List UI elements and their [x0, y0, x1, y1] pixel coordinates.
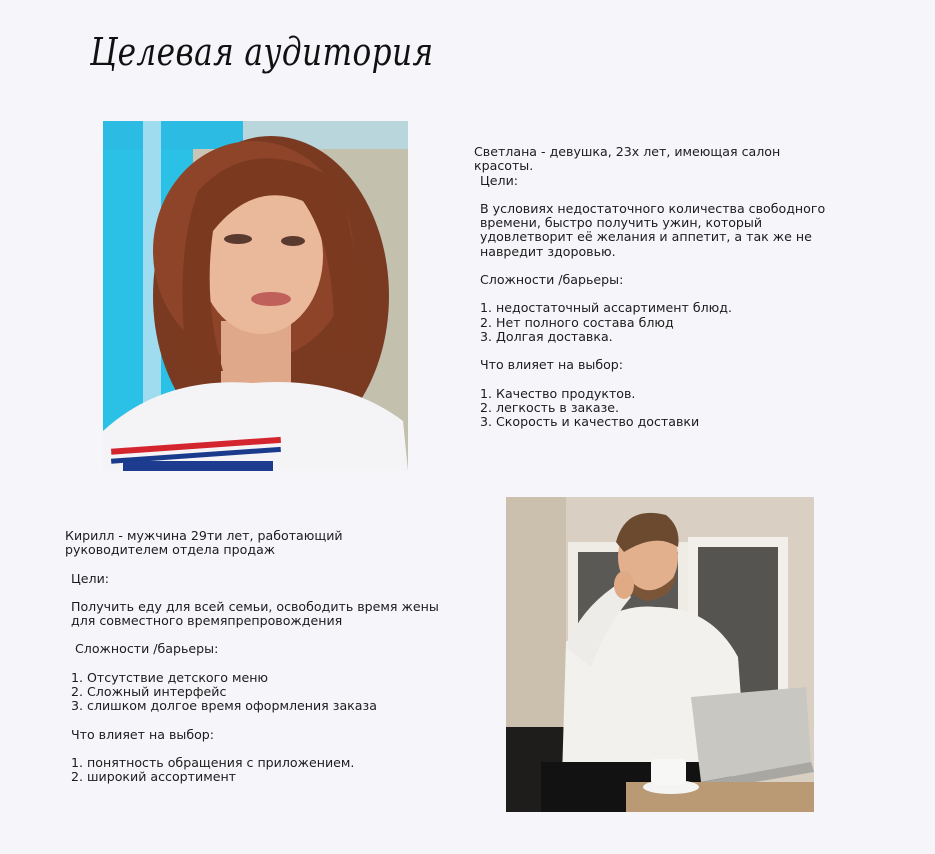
persona-1-factor-item: 1. Качество продуктов.	[480, 385, 636, 401]
persona-2-barrier-item: 1. Отсутствие детского меню	[71, 669, 269, 685]
persona-1-goals-line: навредит здоровью.	[480, 243, 616, 259]
persona-1-barrier-item: 3. Долгая доставка.	[480, 328, 613, 344]
persona-1-barrier-item: 2. Нет полного состава блюд	[480, 314, 674, 330]
persona-1-factor-item: 3. Скорость и качество доставки	[480, 414, 700, 430]
persona-2-barrier-item: 2. Сложный интерфейс	[71, 684, 227, 700]
persona-2-goals-heading: Цели:	[71, 570, 110, 586]
persona-1-factors-heading: Что влияет на выбор:	[480, 357, 624, 373]
persona-1-factor-item: 2. легкость в заказе.	[480, 399, 620, 415]
persona-1-barriers-heading: Сложности /барьеры:	[480, 272, 624, 288]
persona-photo-woman	[103, 121, 408, 471]
persona-2-factors-heading: Что влияет на выбор:	[71, 726, 215, 742]
persona-1-goals-line: В условиях недостаточного количества свободного	[480, 200, 826, 216]
persona-2-factor-item: 1. понятность обращения с приложением.	[71, 754, 355, 770]
persona-2-barriers-heading: Сложности /барьеры:	[75, 641, 219, 657]
persona-1-goals-line: удовлетворит её желания и аппетит, а так же не	[480, 229, 812, 245]
persona-1-intro-line: Светлана - девушка, 23х лет, имеющая салон	[474, 144, 781, 159]
persona-2-intro-line: руководителем отдела продаж	[65, 542, 276, 558]
persona-2-barrier-item: 3. слишком долгое время оформления заказа	[71, 698, 377, 714]
persona-2-intro-line: Кирилл - мужчина 29ти лет, работающий	[65, 528, 343, 543]
persona-2-goals-line: для совместного времяпрепровождения	[71, 613, 343, 629]
persona-1-barrier-item: 1. недостаточный ассартимент блюд.	[480, 300, 732, 316]
persona-2-goals-line: Получить еду для всей семьи, освободить время жены	[71, 598, 439, 614]
persona-1-goals-line: времени, быстро получить ужин, который	[480, 215, 763, 231]
page-title: Целевая аудитория	[90, 30, 434, 74]
persona-photo-man	[506, 497, 814, 812]
persona-1-description	[474, 145, 825, 429]
persona-2-description	[65, 529, 439, 785]
persona-1-intro-line: красоты.	[474, 158, 534, 174]
persona-2-factor-item: 2. широкий ассортимент	[71, 769, 237, 785]
persona-1-goals-heading: Цели:	[480, 172, 519, 188]
